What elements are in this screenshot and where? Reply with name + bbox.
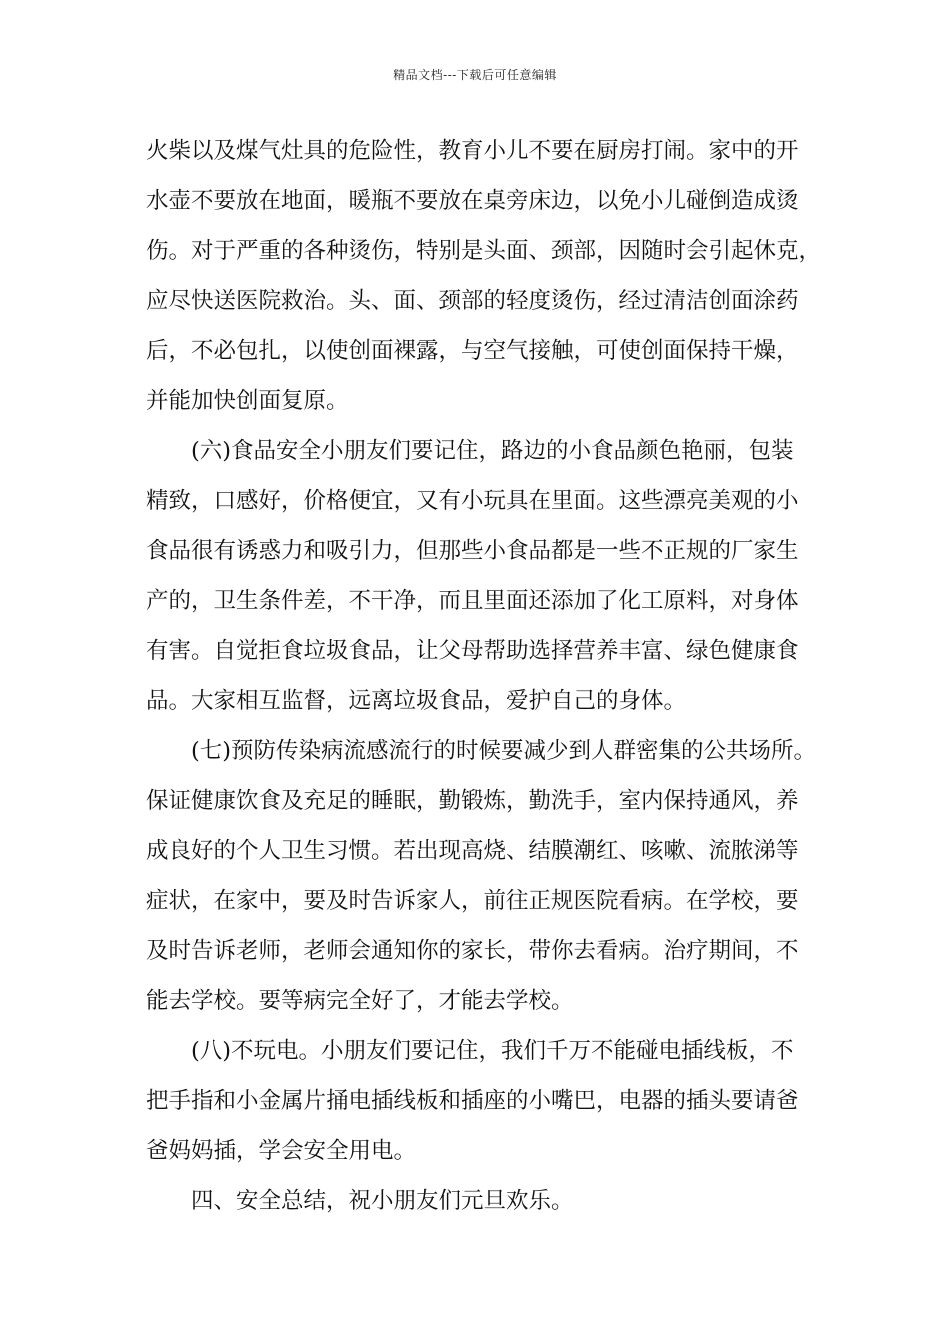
text-line: 产的，卫生条件差，不干净，而且里面还添加了化工原料，对身体 [146,588,799,614]
paragraph [146,726,817,1026]
text-line: 症状，在家中，要及时告诉家人，前往正规医院看病。在学校，要 [146,888,799,914]
text-line: 能去学校。要等病完全好了，才能去学校。 [146,988,574,1014]
text-line: 食品很有诱惑力和吸引力，但那些小食品都是一些不正规的厂家生 [146,538,799,564]
paragraph [146,1176,814,1226]
text-line: 爸妈妈插，学会安全用电。 [146,1138,417,1164]
text-line: 应尽快送医院救治。头、面、颈部的轻度烫伤，经过清洁创面涂药 [146,288,799,314]
text-line: 伤。对于严重的各种烫伤，特别是头面、颈部，因随时会引起休克， [146,238,822,264]
text-line: 水壶不要放在地面，暖瓶不要放在桌旁床边，以免小儿碰倒造成烫 [146,188,799,214]
text-line: 并能加快创面复原。 [146,388,349,414]
text-line: 及时告诉老师，老师会通知你的家长，带你去看病。治疗期间，不 [146,938,799,964]
paragraph [146,1026,814,1176]
text-line: (八)不玩电。小朋友们要记住，我们千万不能碰电插线板，不 [191,1038,794,1064]
text-line: 品。大家相互监督，远离垃圾食品，爱护自己的身体。 [146,688,687,714]
text-line: 保证健康饮食及充足的睡眠，勤锻炼，勤洗手，室内保持通风，养 [146,788,799,814]
text-line: 把手指和小金属片捅电插线板和插座的小嘴巴，电器的插头要请爸 [146,1088,799,1114]
text-line: 后，不必包扎，以使创面裸露，与空气接触，可使创面保持干燥， [146,338,799,364]
paragraph [146,426,814,726]
text-line: (六)食品安全小朋友们要记住，路边的小食品颜色艳丽，包装 [191,438,794,464]
page-header: 精品文档---下载后可任意编辑 [393,68,557,82]
document-body [146,126,822,1226]
text-line: 有害。自觉拒食垃圾食品，让父母帮助选择营养丰富、绿色健康食 [146,638,799,664]
text-line: 火柴以及煤气灶具的危险性，教育小儿不要在厨房打闹。家中的开 [146,138,799,164]
paragraph [146,126,822,426]
text-line: 成良好的个人卫生习惯。若出现高烧、结膜潮红、咳嗽、流脓涕等 [146,838,799,864]
text-line: 四、安全总结，祝小朋友们元旦欢乐。 [191,1188,574,1214]
text-line: 精致，口感好，价格便宜，又有小玩具在里面。这些漂亮美观的小 [146,488,799,514]
text-line: (七)预防传染病流感流行的时候要减少到人群密集的公共场所。 [191,738,817,764]
